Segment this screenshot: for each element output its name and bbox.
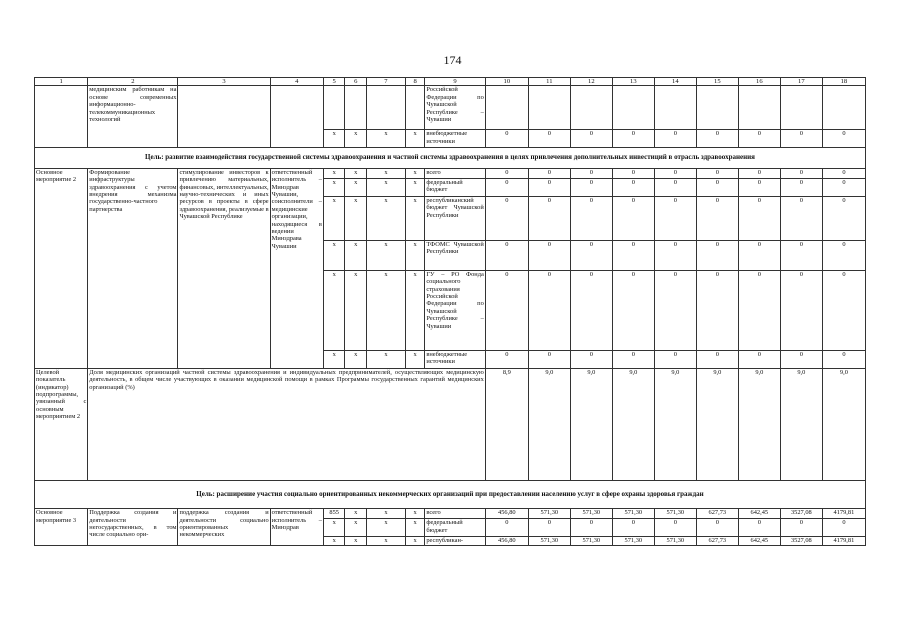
header-cell: 2 — [88, 78, 178, 86]
value-cell: 0 — [822, 270, 865, 350]
value-cell: 0 — [485, 196, 528, 240]
value-cell: 0 — [696, 350, 738, 368]
value-cell: 0 — [654, 130, 696, 148]
value-cell: 0 — [570, 168, 612, 178]
value-cell: 0 — [485, 130, 528, 148]
value-cell — [738, 86, 780, 130]
code-cell: х — [366, 350, 405, 368]
code-cell: х — [345, 196, 367, 240]
header-cell: 4 — [270, 78, 323, 86]
value-cell: 0 — [738, 240, 780, 270]
header-cell: 18 — [822, 78, 865, 86]
indicator-value: 9,0 — [822, 368, 865, 480]
value-cell: 0 — [528, 519, 570, 537]
value-cell: 0 — [780, 519, 822, 537]
header-cell: 5 — [323, 78, 345, 86]
code-cell: х — [323, 130, 345, 148]
value-cell: 571,30 — [570, 509, 612, 519]
code-cell — [345, 86, 367, 130]
goal-row — [35, 148, 866, 168]
value-cell: 3527,08 — [780, 537, 822, 546]
value-cell: 571,30 — [570, 537, 612, 546]
value-cell: 0 — [780, 270, 822, 350]
value-cell — [528, 86, 570, 130]
funding-source: федеральный бюджет — [425, 519, 485, 537]
value-cell: 0 — [696, 270, 738, 350]
value-cell: 571,30 — [654, 509, 696, 519]
column-number-row — [35, 78, 866, 86]
code-cell: х — [366, 240, 405, 270]
code-cell: х — [323, 240, 345, 270]
value-cell: 0 — [738, 130, 780, 148]
value-cell: 3527,08 — [780, 509, 822, 519]
cell-empty — [270, 86, 323, 148]
value-cell: 0 — [528, 350, 570, 368]
value-cell: 0 — [528, 130, 570, 148]
value-cell: 0 — [528, 178, 570, 196]
code-cell: х — [345, 519, 367, 537]
value-cell: 571,30 — [612, 509, 654, 519]
header-cell: 15 — [696, 78, 738, 86]
value-cell: 0 — [696, 168, 738, 178]
code-cell: х — [366, 130, 405, 148]
value-cell: 0 — [528, 168, 570, 178]
indicator-value: 9,0 — [696, 368, 738, 480]
value-cell: 0 — [528, 270, 570, 350]
value-cell — [822, 86, 865, 130]
code-cell: х — [405, 240, 424, 270]
indicator-value: 9,0 — [570, 368, 612, 480]
value-cell: 642,45 — [738, 509, 780, 519]
indicator-value: 9,0 — [528, 368, 570, 480]
value-cell: 0 — [780, 130, 822, 148]
value-cell — [485, 86, 528, 130]
code-cell: х — [323, 196, 345, 240]
value-cell — [570, 86, 612, 130]
value-cell: 0 — [822, 178, 865, 196]
value-cell: 456,80 — [485, 537, 528, 546]
value-cell: 0 — [654, 168, 696, 178]
cell-empty — [35, 86, 88, 148]
value-cell: 0 — [570, 240, 612, 270]
value-cell: 4179,81 — [822, 537, 865, 546]
code-cell: х — [405, 270, 424, 350]
value-cell: 0 — [822, 196, 865, 240]
value-cell: 0 — [738, 519, 780, 537]
value-cell: 0 — [654, 178, 696, 196]
header-cell: 17 — [780, 78, 822, 86]
value-cell: 0 — [780, 178, 822, 196]
code-cell — [405, 86, 424, 130]
value-cell: 0 — [822, 168, 865, 178]
value-cell: 0 — [570, 196, 612, 240]
code-cell: х — [345, 537, 367, 546]
value-cell: 0 — [780, 196, 822, 240]
value-cell: 642,45 — [738, 537, 780, 546]
value-cell: 0 — [612, 240, 654, 270]
goal-row — [35, 480, 866, 508]
code-cell: х — [366, 270, 405, 350]
code-cell: х — [405, 509, 424, 519]
value-cell: 0 — [485, 178, 528, 196]
value-cell: 627,73 — [696, 537, 738, 546]
code-cell: х — [323, 168, 345, 178]
value-cell: 0 — [612, 350, 654, 368]
value-cell: 0 — [612, 168, 654, 178]
event-code: Основное мероприятие 2 — [35, 168, 88, 368]
value-cell: 0 — [570, 519, 612, 537]
header-cell: 10 — [485, 78, 528, 86]
code-cell: х — [345, 240, 367, 270]
code-cell: х — [323, 519, 345, 537]
value-cell: 0 — [570, 270, 612, 350]
value-cell: 0 — [485, 519, 528, 537]
value-cell: 0 — [822, 130, 865, 148]
funding-source: внебюджетные источники — [425, 130, 485, 148]
code-cell: х — [405, 537, 424, 546]
value-cell: 0 — [654, 196, 696, 240]
code-cell: х — [323, 178, 345, 196]
indicator-value: 9,0 — [612, 368, 654, 480]
table-row — [35, 509, 866, 519]
code-cell: х — [366, 168, 405, 178]
value-cell: 0 — [612, 519, 654, 537]
event-name: медицинским работникам на основе современных информационно-телекоммуникационных технологий — [88, 86, 178, 148]
header-cell: 14 — [654, 78, 696, 86]
value-cell: 0 — [612, 178, 654, 196]
funding-source: всего — [425, 509, 485, 519]
event-goal: поддержка создания и деятельности социально ориентированных некоммерческих — [178, 509, 270, 546]
funding-source: республиканский бюджет Чувашской Республики — [425, 196, 485, 240]
indicator-value: 8,9 — [485, 368, 528, 480]
value-cell: 0 — [485, 240, 528, 270]
code-cell: х — [405, 130, 424, 148]
value-cell: 0 — [738, 350, 780, 368]
value-cell: 4179,81 — [822, 509, 865, 519]
goal-heading: Цель: развитие взаимодействия государственной системы здравоохранения и частной системы здравоохранения в целях привлечения дополнительных инвестиций в отрасль здравоохранения — [35, 148, 866, 168]
header-cell: 6 — [345, 78, 367, 86]
code-cell: х — [366, 509, 405, 519]
header-cell: 7 — [366, 78, 405, 86]
value-cell: 571,30 — [654, 537, 696, 546]
indicator-value: 9,0 — [780, 368, 822, 480]
header-cell: 13 — [612, 78, 654, 86]
code-cell — [323, 86, 345, 130]
header-cell: 9 — [425, 78, 485, 86]
value-cell: 0 — [570, 130, 612, 148]
value-cell: 0 — [822, 519, 865, 537]
event-executor: ответственный исполнитель – Минздрав — [270, 509, 323, 546]
cell-empty — [178, 86, 270, 148]
funding-source: ГУ – РО Фонда социального страхования Российской Федерации по Чувашской Республике – Чувашии — [425, 270, 485, 350]
goal-heading: Цель: расширение участия социально ориентированных некоммерческих организаций при предоставлении населению услуг в сфере охраны здоровья граждан — [35, 480, 866, 508]
header-cell: 12 — [570, 78, 612, 86]
code-cell: х — [345, 130, 367, 148]
value-cell: 0 — [738, 270, 780, 350]
code-cell: х — [345, 178, 367, 196]
code-cell: х — [345, 270, 367, 350]
code-cell: х — [405, 350, 424, 368]
code-cell: х — [345, 509, 367, 519]
value-cell: 0 — [780, 350, 822, 368]
indicator-label: Целевой показатель (индикатор) подпрограммы, увязанный с основным мероприятием 2 — [35, 368, 88, 480]
table-row — [35, 86, 866, 130]
event-goal: стимулирование инвесторов к привлечению материальных, финансовых, интеллектуальных, научно-технических и иных ресурсов в проекты в сфере здравоохранения, реализуемые в Чувашской Республике — [178, 168, 270, 368]
indicator-value: 9,0 — [654, 368, 696, 480]
code-cell: х — [366, 537, 405, 546]
value-cell: 0 — [485, 270, 528, 350]
code-cell: х — [405, 178, 424, 196]
value-cell: 0 — [528, 196, 570, 240]
code-cell — [366, 86, 405, 130]
code-cell: х — [345, 350, 367, 368]
event-name: Формирование инфраструктуры здравоохранения с учетом внедрения механизма государственно-частного партнерства — [88, 168, 178, 368]
code-cell: 855 — [323, 509, 345, 519]
value-cell — [612, 86, 654, 130]
value-cell: 0 — [654, 350, 696, 368]
value-cell: 0 — [654, 270, 696, 350]
header-cell: 16 — [738, 78, 780, 86]
code-cell: х — [405, 519, 424, 537]
header-cell: 1 — [35, 78, 88, 86]
value-cell: 0 — [822, 240, 865, 270]
code-cell: х — [366, 519, 405, 537]
code-cell: х — [405, 196, 424, 240]
value-cell — [780, 86, 822, 130]
code-cell: х — [366, 178, 405, 196]
value-cell: 0 — [780, 168, 822, 178]
value-cell: 0 — [654, 519, 696, 537]
value-cell: 0 — [528, 240, 570, 270]
funding-source: федеральный бюджет — [425, 178, 485, 196]
value-cell: 0 — [612, 270, 654, 350]
program-table — [34, 77, 866, 546]
code-cell: х — [323, 350, 345, 368]
code-cell: х — [345, 168, 367, 178]
event-name: Поддержка создания и деятельности негосударственных, в том числе социально ори- — [88, 509, 178, 546]
funding-source: республикан- — [425, 537, 485, 546]
table-row — [35, 168, 866, 178]
value-cell — [696, 86, 738, 130]
event-executor: ответственный исполнитель – Минздрав Чувашии, соисполнители – медицинские организации, находящиеся в ведении Минздрава Чувашии — [270, 168, 323, 368]
value-cell: 456,80 — [485, 509, 528, 519]
value-cell: 0 — [612, 130, 654, 148]
value-cell: 0 — [738, 196, 780, 240]
value-cell: 627,73 — [696, 509, 738, 519]
value-cell: 0 — [485, 168, 528, 178]
value-cell: 0 — [696, 130, 738, 148]
page-number: 174 — [443, 53, 462, 67]
funding-source: всего — [425, 168, 485, 178]
value-cell: 0 — [612, 196, 654, 240]
value-cell: 571,30 — [528, 509, 570, 519]
value-cell: 0 — [654, 240, 696, 270]
indicator-row — [35, 368, 866, 480]
code-cell: х — [405, 168, 424, 178]
value-cell: 0 — [696, 178, 738, 196]
header-cell: 3 — [178, 78, 270, 86]
value-cell: 0 — [822, 350, 865, 368]
value-cell: 0 — [485, 350, 528, 368]
value-cell: 571,30 — [612, 537, 654, 546]
value-cell: 0 — [738, 178, 780, 196]
value-cell: 0 — [696, 240, 738, 270]
funding-source: ТФОМС Чувашской Республики — [425, 240, 485, 270]
code-cell: х — [323, 537, 345, 546]
indicator-value: 9,0 — [738, 368, 780, 480]
value-cell — [654, 86, 696, 130]
code-cell: х — [366, 196, 405, 240]
indicator-text: Доля медицинских организаций частной системы здравоохранения и индивидуальных предпринимателей, осуществляющих медицинскую деятельность, в общем числе участвующих в оказании медицинской помощи в рамках Программы государственных гарантий медицинских организаций (%) — [88, 368, 486, 480]
event-code: Основное мероприятие 3 — [35, 509, 88, 546]
value-cell: 0 — [738, 168, 780, 178]
value-cell: 0 — [570, 178, 612, 196]
funding-source: внебюджетные источники — [425, 350, 485, 368]
header-cell: 11 — [528, 78, 570, 86]
code-cell: х — [323, 270, 345, 350]
value-cell: 0 — [696, 196, 738, 240]
value-cell: 0 — [780, 240, 822, 270]
funding-source: Российской Федерации по Чувашской Республике – Чувашии — [425, 86, 485, 130]
value-cell: 0 — [696, 519, 738, 537]
value-cell: 0 — [570, 350, 612, 368]
header-cell: 8 — [405, 78, 424, 86]
value-cell: 571,30 — [528, 537, 570, 546]
